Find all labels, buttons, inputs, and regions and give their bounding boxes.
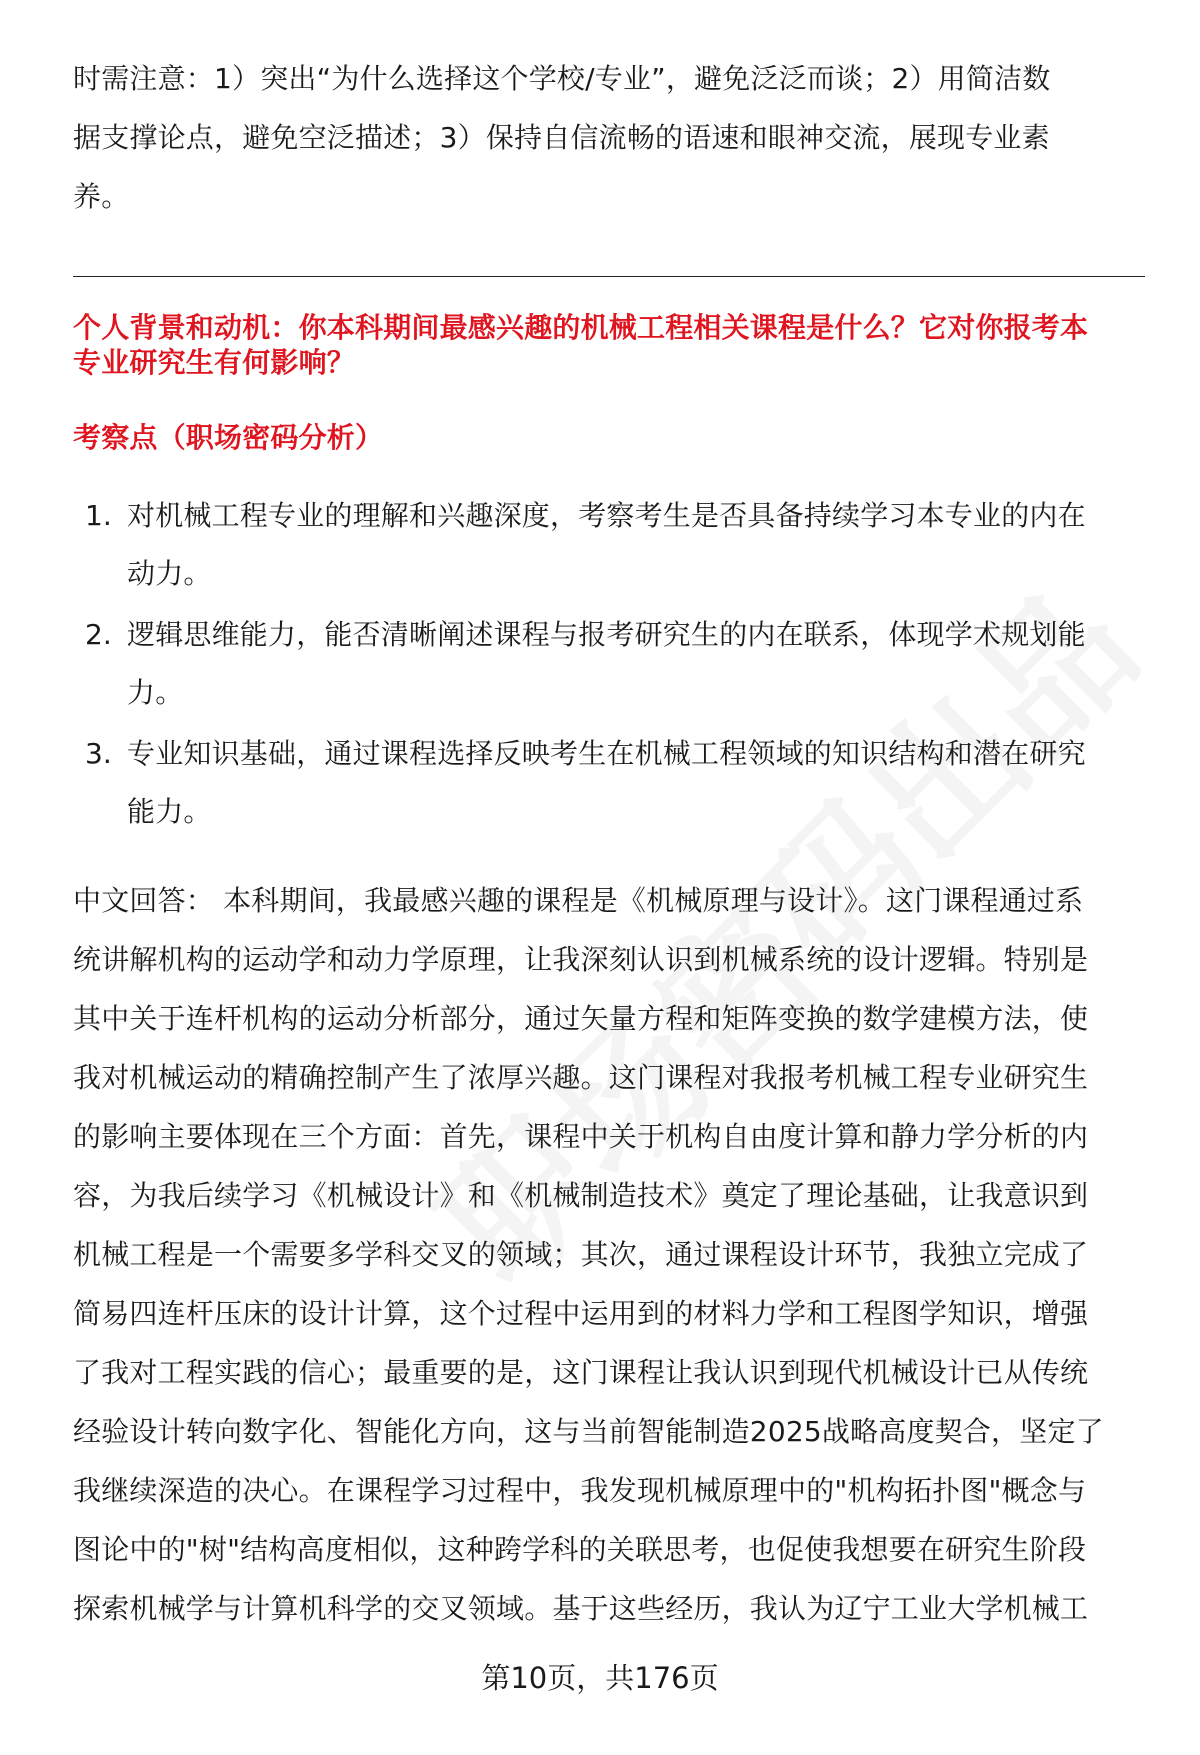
answer-line: 简易四连杆压床的设计计算，这个过程中运用到的材料力学和工程图学知识，增强 (73, 1297, 1089, 1330)
answer-line: 我对机械运动的精确控制产生了浓厚兴趣。这门课程对我报考机械工程专业研究生 (73, 1061, 1089, 1094)
answer-line: 统讲解机构的运动学和动力学原理，让我深刻认识到机械系统的设计逻辑。特别是 (73, 943, 1089, 976)
list-number: 3. (85, 737, 112, 770)
answer-line: 容，为我后续学习《机械设计》和《机械制造技术》奠定了理论基础，让我意识到 (73, 1179, 1089, 1212)
list-item: 对机械工程专业的理解和兴趣深度，考察考生是否具备持续学习本专业的内在 (127, 499, 1086, 532)
question-heading: 个人背景和动机：你本科期间最感兴趣的机械工程相关课程是什么？它对你报考本 (73, 311, 1089, 344)
list-item: 逻辑思维能力，能否清晰阐述课程与报考研究生的内在联系，体现学术规划能 (127, 618, 1086, 651)
list-item: 动力。 (127, 557, 212, 590)
answer-line: 图论中的"树"结构高度相似，这种跨学科的关联思考，也促使我想要在研究生阶段 (73, 1533, 1087, 1566)
answer-line: 我继续深造的决心。在课程学习过程中，我发现机械原理中的"机构拓扑图"概念与 (73, 1474, 1087, 1507)
answer-line: 经验设计转向数字化、智能化方向，这与当前智能制造2025战略高度契合，坚定了 (73, 1415, 1104, 1448)
answer-line: 了我对工程实践的信心；最重要的是，这门课程让我认识到现代机械设计已从传统 (73, 1356, 1089, 1389)
list-item: 能力。 (127, 795, 212, 828)
answer-line: 的影响主要体现在三个方面：首先，课程中关于机构自由度计算和静力学分析的内 (73, 1120, 1089, 1153)
analysis-heading: 考察点（职场密码分析） (73, 421, 384, 454)
answer-line: 其中关于连杆机构的运动分析部分，通过矢量方程和矩阵变换的数学建模方法，使 (73, 1002, 1089, 1035)
intro-line: 据支撑论点，避免空泛描述；3）保持自信流畅的语速和眼神交流，展现专业素 (73, 121, 1050, 154)
list-number: 1. (85, 499, 112, 532)
list-number: 2. (85, 618, 112, 651)
divider (73, 276, 1145, 277)
list-item: 力。 (127, 676, 184, 709)
page-number: 第10页，共176页 (481, 1661, 719, 1695)
answer-line: 探索机械学与计算机科学的交叉领域。基于这些经历，我认为辽宁工业大学机械工 (73, 1592, 1089, 1625)
answer-line: 机械工程是一个需要多学科交叉的领域；其次，通过课程设计环节，我独立完成了 (73, 1238, 1089, 1271)
answer-line: 中文回答： 本科期间，我最感兴趣的课程是《机械原理与设计》。这门课程通过系 (73, 884, 1084, 917)
intro-line: 养。 (73, 180, 130, 213)
question-heading: 专业研究生有何影响？ (73, 346, 356, 379)
intro-line: 时需注意：1）突出“为什么选择这个学校/专业”，避免泛泛而谈；2）用简洁数 (73, 62, 1051, 95)
list-item: 专业知识基础，通过课程选择反映考生在机械工程领域的知识结构和潜在研究 (127, 737, 1086, 770)
